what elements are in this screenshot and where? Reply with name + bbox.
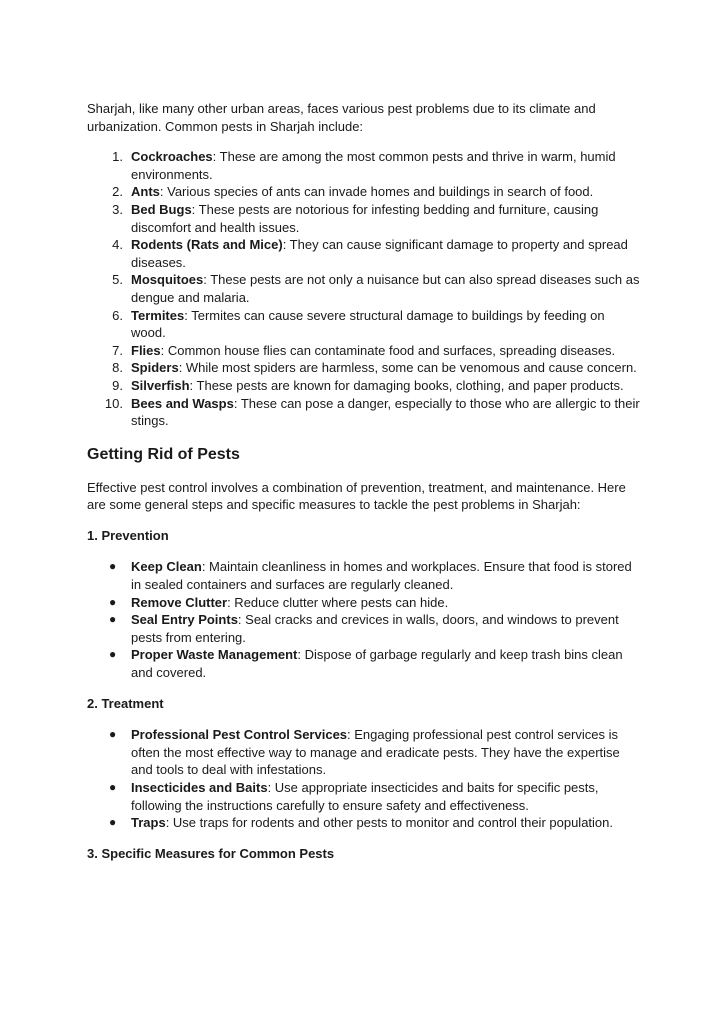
pest-description: : Various species of ants can invade homes and buildings in search of food. — [159, 184, 594, 200]
pest-name: Mosquitoes — [131, 272, 204, 288]
bullet-icon: ● — [109, 727, 117, 742]
list-number: 7. — [112, 342, 123, 358]
list-item — [87, 814, 640, 832]
item-name: Traps — [131, 815, 166, 831]
pest-description: : These are among the most common pests and thrive in warm, humid environments. — [131, 149, 616, 182]
item-name: Remove Clutter — [131, 594, 228, 610]
list-number: 8. — [112, 360, 123, 376]
pest-description: : These can pose a danger, especially to those who are allergic to their stings. — [131, 395, 640, 429]
pest-name: Termites — [131, 307, 185, 323]
list-number: 3. — [112, 201, 123, 217]
pest-name: Cockroaches — [131, 149, 213, 165]
pest-name: Bees and Wasps — [131, 395, 234, 411]
pest-description: : They can cause significant damage to property and spread diseases. — [131, 237, 628, 270]
pest-list — [87, 148, 640, 430]
pest-description: : These pests are not only a nuisance but can also spread diseases such as dengue and malaria. — [131, 272, 640, 305]
list-item — [87, 377, 640, 395]
item-name: Professional Pest Control Services — [131, 727, 348, 743]
list-item — [87, 148, 640, 183]
treatment-list — [87, 726, 640, 832]
section-heading: Getting Rid of Pests — [87, 445, 240, 463]
bullet-icon: ● — [109, 594, 117, 609]
item-name: Insecticides and Baits — [131, 780, 268, 795]
pest-name: Ants — [131, 184, 160, 200]
item-name: Proper Waste Management — [131, 647, 298, 663]
list-item — [87, 611, 640, 646]
item-description: : Maintain cleanliness in homes and workplaces. Ensure that food is stored in sealed containers and surfaces are regularly cleaned. — [131, 559, 632, 593]
list-item — [87, 307, 640, 342]
bullet-icon: ● — [109, 612, 117, 627]
bullet-icon: ● — [109, 780, 117, 794]
prevention-heading: 1. Prevention — [87, 527, 169, 543]
list-item — [87, 594, 640, 612]
list-number: 4. — [112, 237, 123, 253]
item-description: : Use traps for rodents and other pests to monitor and control their population. — [165, 815, 613, 831]
list-item — [87, 779, 640, 814]
list-item — [87, 201, 640, 236]
pest-name: Bed Bugs — [131, 201, 192, 217]
list-number: 9. — [112, 377, 123, 393]
list-item — [87, 183, 640, 201]
specific-measures-heading: 3. Specific Measures for Common Pests — [87, 845, 335, 861]
item-description: : Reduce clutter where pests can hide. — [227, 594, 449, 610]
list-item — [87, 342, 640, 360]
prevention-list — [87, 558, 640, 681]
pest-name: Spiders — [131, 360, 179, 376]
item-description: : Seal cracks and crevices in walls, doors, and windows to prevent pests from entering. — [131, 612, 619, 645]
item-description: : Engaging professional pest control services is often the most effective way to manage and eradicate pests. They have the expertise and tools to deal with infestations. — [131, 727, 620, 778]
pest-name: Silverfish — [131, 377, 190, 393]
bullet-icon: ● — [109, 815, 117, 830]
item-name: Seal Entry Points — [131, 612, 238, 628]
list-item — [87, 359, 640, 377]
bullet-icon: ● — [109, 647, 117, 662]
list-number: 10. — [104, 395, 123, 411]
list-number: 5. — [112, 272, 123, 288]
list-number: 6. — [112, 307, 123, 323]
list-item — [87, 395, 640, 430]
list-item — [87, 271, 640, 306]
pest-name: Flies — [131, 342, 161, 358]
section-intro-paragraph: Effective pest control involves a combination of prevention, treatment, and maintenance. Here are some general steps and specific measures to tackle the pest problems in Sharjah: — [87, 479, 626, 513]
pest-description: : Termites can cause severe structural damage to buildings by feeding on wood. — [131, 307, 605, 341]
list-number: 1. — [112, 149, 123, 165]
pest-name: Rodents (Rats and Mice) — [131, 237, 283, 253]
item-description: : Use appropriate insecticides and baits for specific pests, following the instructions carefully to ensure safety and effectiveness. — [131, 780, 599, 813]
item-name: Keep Clean — [131, 559, 202, 575]
list-item — [87, 726, 640, 779]
pest-description: : While most spiders are harmless, some can be venomous and cause concern. — [178, 360, 637, 376]
list-item — [87, 558, 640, 593]
item-description: : Dispose of garbage regularly and keep trash bins clean and covered. — [131, 647, 623, 681]
bullet-icon: ● — [109, 559, 117, 574]
treatment-heading: 2. Treatment — [87, 695, 164, 711]
pest-description: : Common house flies can contaminate food and surfaces, spreading diseases. — [160, 342, 616, 358]
list-number: 2. — [112, 184, 123, 200]
list-item — [87, 646, 640, 681]
pest-description: : These pests are known for damaging books, clothing, and paper products. — [189, 377, 624, 393]
pest-description: : These pests are notorious for infesting bedding and furniture, causing discomfort and health issues. — [131, 201, 599, 235]
intro-paragraph: Sharjah, like many other urban areas, faces various pest problems due to its climate and urbanization. Common pests in Sharjah include: — [87, 101, 596, 134]
list-item — [87, 236, 640, 271]
